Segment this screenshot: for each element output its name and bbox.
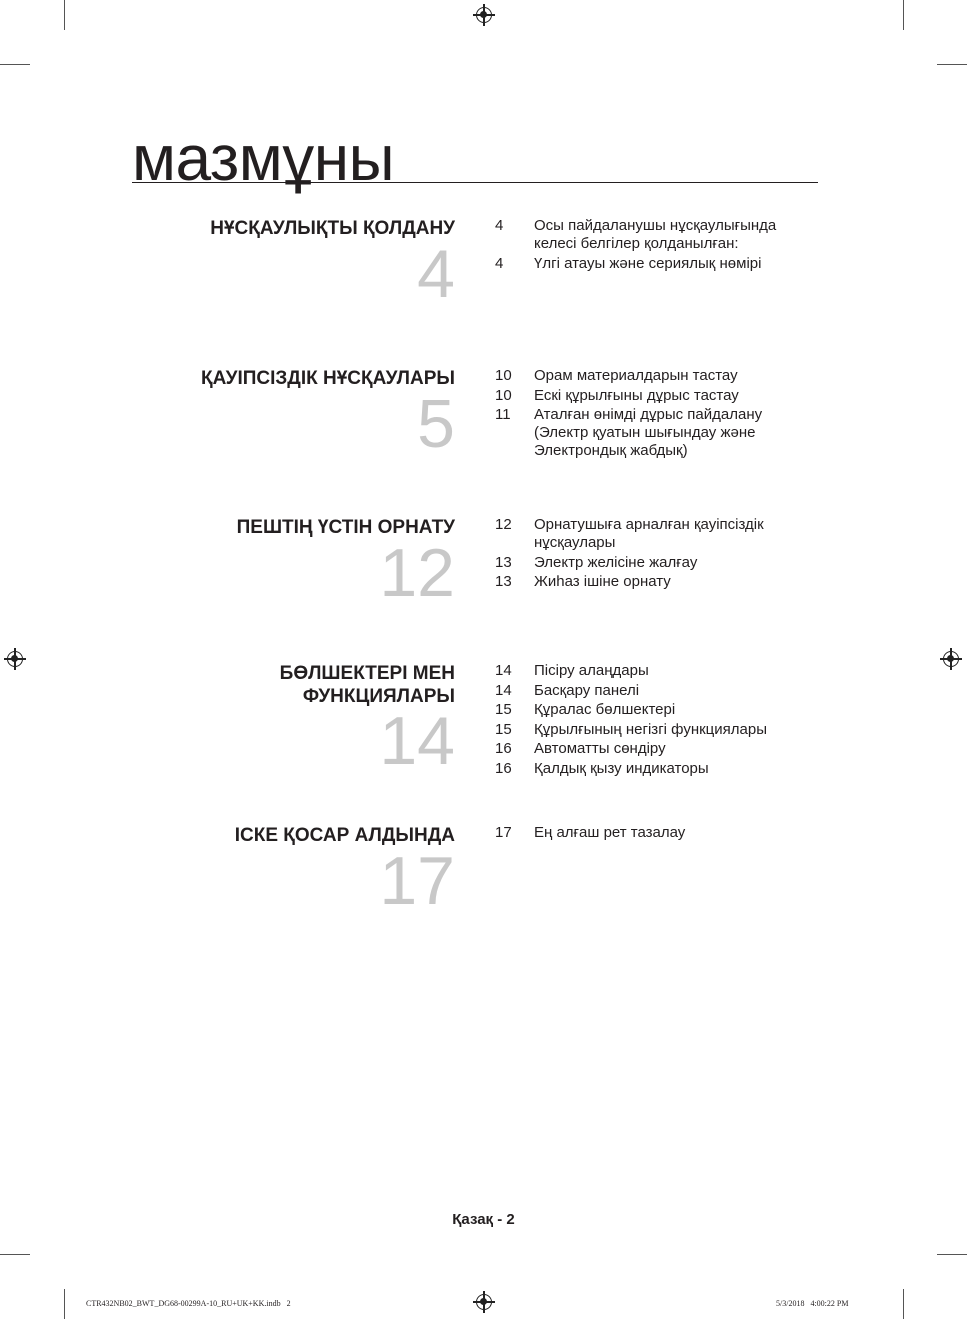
toc-page-number: 11 (495, 406, 511, 423)
toc-page-number: 4 (495, 254, 504, 272)
toc-item-text (534, 255, 825, 273)
registration-mark-icon (940, 648, 962, 670)
toc-item-text (534, 217, 825, 253)
toc-item[interactable] (495, 721, 825, 739)
toc-text-line: келесі белгілер қолданылған: (534, 235, 739, 252)
toc-page-number: 17 (495, 824, 512, 841)
print-timestamp: 5/3/2018 4:00:22 PM (776, 1299, 849, 1308)
toc-text-line: Ең алғаш рет тазалау (534, 824, 686, 841)
toc-text-line: Электр желісіне жалғау (534, 553, 698, 571)
toc-item[interactable] (495, 516, 825, 552)
title-underline (132, 182, 818, 183)
toc-item[interactable] (495, 824, 825, 842)
toc-page-number: 15 (495, 701, 512, 718)
section-heading-line: ІСКЕ ҚОСАР АЛДЫНДА (234, 825, 455, 846)
toc-list (495, 367, 825, 462)
toc-text-line: нұсқаулары (534, 534, 616, 551)
toc-list (495, 824, 825, 844)
toc-item-text (534, 824, 825, 842)
toc-item-text (534, 387, 825, 405)
toc-item-text (534, 554, 825, 572)
toc-item-text (534, 760, 825, 778)
print-file-slug: CTR432NB02_BWT_DG68-00299A-10_RU+UK+KK.indb 2 (86, 1299, 291, 1308)
section-heading-line: НҰСҚАУЛЫҚТЫ ҚОЛДАНУ (210, 218, 455, 239)
toc-page-number: 15 (495, 720, 512, 738)
toc-item[interactable] (495, 760, 825, 778)
toc-item-text (534, 740, 825, 758)
section-number: 5 (417, 386, 455, 462)
crop-mark (0, 64, 30, 65)
toc-page-number: 12 (495, 516, 512, 533)
toc-text-line: (Электр қуатын шығындау және (534, 424, 756, 441)
toc-text-line: Құрылғының негізгі функциялары (534, 720, 767, 738)
toc-item[interactable] (495, 701, 825, 719)
toc-item[interactable] (495, 554, 825, 572)
toc-item[interactable] (495, 406, 825, 460)
toc-list (495, 662, 825, 779)
toc-item[interactable] (495, 662, 825, 680)
page-title: мазмұны (132, 122, 395, 194)
section-heading-line: ФУНКЦИЯЛАРЫ (302, 686, 455, 707)
toc-text-line: Басқару панелі (534, 681, 640, 699)
toc-item-text (534, 516, 825, 552)
toc-item[interactable] (495, 682, 825, 700)
section-number: 12 (379, 535, 455, 611)
toc-text-line: Жиһаз ішіне орнату (534, 573, 671, 590)
toc-page-number: 13 (495, 573, 512, 590)
toc-item-text (534, 662, 825, 680)
toc-text-line: Орам материалдарын тастау (534, 367, 738, 384)
toc-page-number: 14 (495, 681, 512, 699)
toc-text-line: Автоматты сөндіру (534, 740, 666, 757)
toc-text-line: Осы пайдаланушы нұсқаулығында (534, 217, 777, 234)
toc-page-number: 14 (495, 662, 512, 679)
toc-item[interactable] (495, 573, 825, 591)
crop-mark (937, 1254, 967, 1255)
toc-item[interactable] (495, 387, 825, 405)
toc-item-text (534, 367, 825, 385)
section-heading (280, 662, 455, 708)
crop-mark (903, 0, 904, 30)
toc-page-number: 16 (495, 740, 512, 757)
toc-text-line: Орнатушыға арналған қауіпсіздік (534, 516, 764, 533)
toc-text-line: Электрондық жабдық) (534, 442, 688, 459)
toc-text-line: Пісіру алаңдары (534, 662, 649, 679)
toc-item[interactable] (495, 255, 825, 273)
section-number: 4 (417, 236, 455, 312)
toc-text-line: Үлгі атауы және сериялық нөмірі (534, 254, 762, 272)
toc-item-text (534, 406, 825, 460)
toc-page-number: 10 (495, 367, 512, 384)
crop-mark (903, 1289, 904, 1319)
page-footer-label: Қазақ - 2 (452, 1211, 515, 1228)
crop-mark (64, 1289, 65, 1319)
section-heading-line: ПЕШТІҢ ҮСТІН ОРНАТУ (236, 517, 455, 538)
toc-item-text (534, 573, 825, 591)
section-heading-line: ҚАУІПСІЗДІК НҰСҚАУЛАРЫ (201, 368, 455, 389)
toc-item[interactable] (495, 367, 825, 385)
toc-item-text (534, 721, 825, 739)
registration-mark-icon (473, 4, 495, 26)
section-number: 17 (379, 843, 455, 919)
crop-mark (64, 0, 65, 30)
toc-text-line: Құралас бөлшектері (534, 701, 676, 718)
section-number: 14 (379, 703, 455, 779)
toc-item-text (534, 701, 825, 719)
toc-item[interactable] (495, 217, 825, 253)
toc-item-text (534, 682, 825, 700)
toc-list (495, 516, 825, 593)
toc-text-line: Қалдық қызу индикаторы (534, 759, 709, 777)
registration-mark-icon (4, 648, 26, 670)
toc-text-line: Аталған өнімді дұрыс пайдалану (534, 406, 763, 423)
toc-page-number: 4 (495, 217, 504, 234)
crop-mark (937, 64, 967, 65)
toc-item[interactable] (495, 740, 825, 758)
toc-text-line: Ескі құрылғыны дұрыс тастау (534, 386, 739, 404)
toc-page-number: 10 (495, 386, 512, 404)
toc-page-number: 13 (495, 553, 512, 571)
toc-page-number: 16 (495, 759, 512, 777)
toc-list (495, 217, 825, 274)
registration-mark-icon (473, 1291, 495, 1313)
section-heading-line: БӨЛШЕКТЕРІ МЕН (279, 663, 455, 684)
crop-mark (0, 1254, 30, 1255)
